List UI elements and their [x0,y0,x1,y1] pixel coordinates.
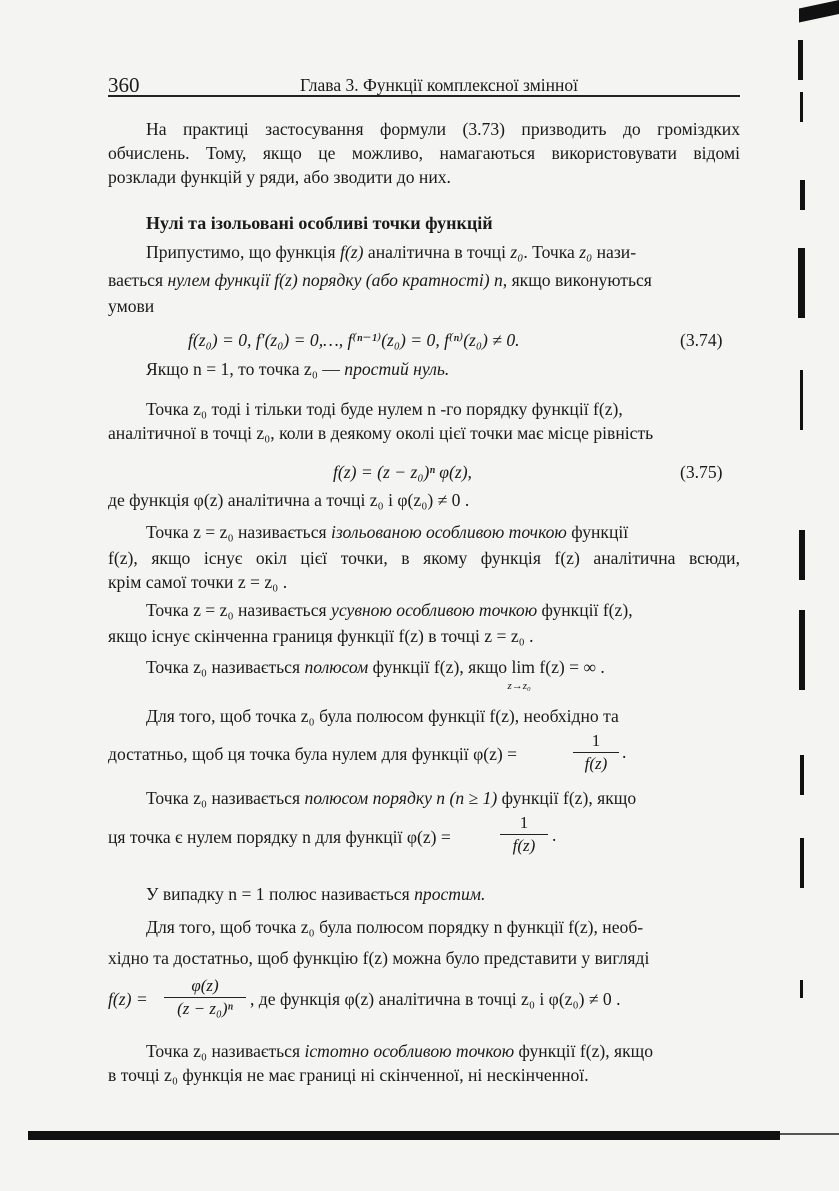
fraction-bar [500,834,548,835]
para1-line1: На практиці застосування формули (3.73) призводить до громіздких [146,119,740,139]
thm-zero-line2: аналітичної в точці z₀, коли в деякому околі цієї точки має місце рівність [108,423,654,443]
text: Точка z₀ називається [146,788,305,808]
margin-scan-mark [800,92,803,122]
isolated-line2: f(z), якщо існує окіл цієї точки, в якому функція f(z) аналітична всюди, [108,548,740,568]
page-number: 360 [108,73,140,97]
pole-cond-line1: Для того, щоб точка z₀ була полюсом функції f(z), необхідно та [146,706,619,726]
math: z₀ [510,242,524,262]
numerator: 1 [519,813,529,832]
text: . Точка [523,242,580,262]
text: аналітична в точці [363,242,511,262]
scan-corner-shadow [799,0,839,23]
numerator: φ(z) [191,976,219,995]
simple-zero-line [146,357,778,381]
equation-3-74-number: (3.74) [680,330,723,350]
text: Якщо n = 1, то точка z₀ — [146,359,345,379]
equation-3-74: f(z₀) = 0, f′(z₀) = 0,…, f⁽ⁿ⁻¹⁾(z₀) = 0, f⁽ⁿ⁾(z₀) ≠ 0. [188,330,520,350]
definition-term: полюсом порядку n (n ≥ 1) [304,788,498,808]
fraction-1-over-fz-2 [500,813,548,856]
pole-repr-rhs: , де функція φ(z) аналітична в точці z₀ і φ(z₀) ≠ 0 . [250,989,621,1009]
text: нази- [592,242,637,262]
text: функції f(z), [537,600,633,620]
text: функції f(z), якщо [368,657,512,677]
essential-line1 [146,1039,740,1063]
pole-repr-line1: Для того, щоб точка z₀ була полюсом порядку n функції f(z), необ- [146,917,644,937]
margin-scan-mark [800,755,804,795]
definition-term: усувною особливою точкою [331,600,538,620]
margin-scan-mark [800,370,803,430]
text: функції f(z), якщо [497,788,637,808]
pole-order-line2 [108,825,740,849]
denominator: f(z) [512,836,536,855]
fraction-bar [164,997,246,998]
def-zero-line3: умови [108,296,155,316]
bottom-scan-bar [28,1131,780,1140]
section-title: Нулі та ізольовані особливі точки функцій [146,213,493,233]
text: достатньо, щоб ця точка була нулем для функції φ(z) = [108,744,518,764]
margin-scan-mark [799,530,805,580]
margin-scan-mark [800,838,804,888]
text: ця точка є нулем порядку n для функції φ(z) = [108,827,451,847]
isolated-line3: крім самої точки z = z₀ . [108,572,288,592]
denominator: f(z) [584,754,608,773]
math: f(z) [340,242,364,262]
math: z₀ [579,242,593,262]
pole-line [146,655,778,692]
isolated-line1 [146,520,740,544]
equation-3-75: f(z) = (z − z₀)ⁿ φ(z), [333,462,472,482]
text: Точка z₀ називається [146,1041,305,1061]
text: функції [566,522,629,542]
definition-term: простим. [414,884,486,904]
text: функції f(z), якщо [514,1041,654,1061]
margin-scan-mark [800,180,805,210]
text: вається [108,270,168,290]
pole-repr-lhs: f(z) = [108,989,148,1009]
removable-line1 [146,598,740,622]
denominator: (z − z₀)ⁿ [177,999,233,1018]
definition-term: полюсом [304,657,369,677]
def-zero-line2 [108,268,740,292]
definition-term: простий нуль. [344,359,450,379]
bottom-scan-bar-tail [780,1133,839,1135]
margin-scan-mark [798,248,805,318]
text: , якщо виконуються [502,270,652,290]
numerator: 1 [591,731,601,750]
removable-line2: якщо існує скінченна границя функції f(z) в точці z = z₀ . [108,626,534,646]
pole-repr-line2: хідно та достатньо, щоб функцію f(z) можна було представити у вигляді [108,948,650,968]
fraction-bar [573,752,619,753]
text: Припустимо, що функція [146,242,341,262]
def-zero-line1 [146,240,740,264]
lim-subscript: z→z₀ [507,680,531,692]
text: У випадку n = 1 полюс називається [146,884,415,904]
header-rule [108,95,740,97]
definition-term: ізольованою особливою точкою [331,522,567,542]
definition-term: істотно особливою точкою [304,1041,515,1061]
margin-scan-mark [799,610,805,690]
where-phi-line: де функція φ(z) аналітична а точці z₀ і φ(z₀) ≠ 0 . [108,490,470,510]
pole-cond-line2 [108,742,740,766]
fraction-phi-over-power [164,976,246,1019]
text: f(z) = ∞ . [534,657,605,677]
essential-line2: в точці z₀ функція не має границі ні скінченної, ні нескінченної. [108,1065,589,1085]
definition-term: нулем функції f(z) порядку (або кратності) n [167,270,503,290]
margin-scan-mark [800,980,803,998]
pole-order-line1 [146,786,740,810]
fraction-1-over-fz [573,731,619,774]
text: Точка z = z₀ називається [146,522,332,542]
chapter-title: Глава 3. Функції комплексної змінної [300,75,578,95]
lim-operator: lim [511,657,535,677]
equation-3-75-number: (3.75) [680,462,723,482]
para1-line3: розклади функцій у ряди, або зводити до них. [108,167,451,187]
text: Точка z = z₀ називається [146,600,332,620]
simple-pole-line [146,882,778,906]
thm-zero-line1: Точка z₀ тоді і тільки тоді буде нулем n -го порядку функції f(z), [146,399,623,419]
period: . [622,742,627,762]
para1-line2: обчислень. Тому, якщо це можливо, намагаються використовувати відомі [108,143,740,163]
period: . [552,825,557,845]
text: Точка z₀ називається [146,657,305,677]
margin-scan-mark [798,40,803,80]
